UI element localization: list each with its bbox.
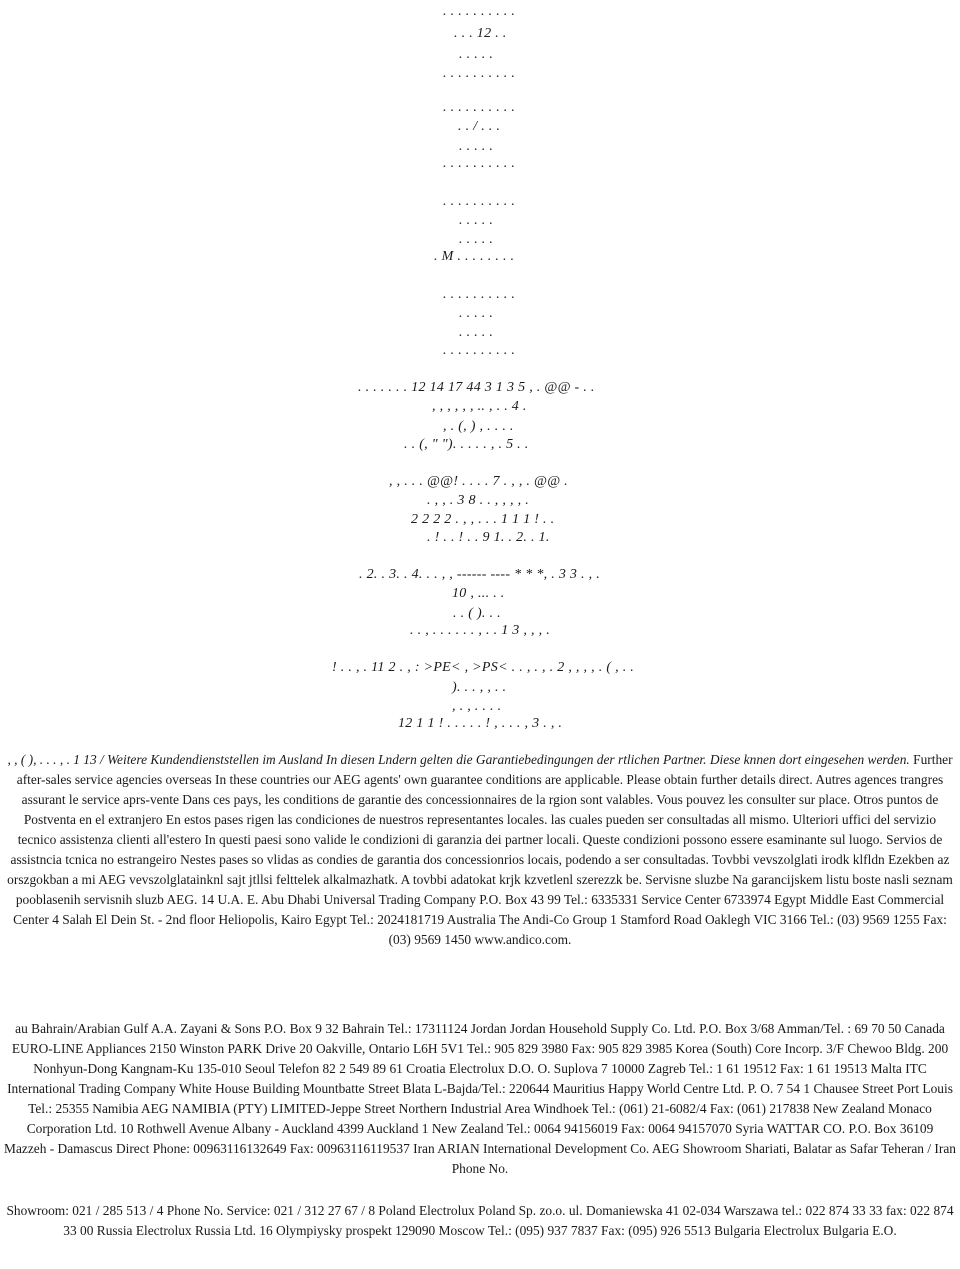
fragment-line: . . . . .: [459, 139, 494, 154]
fragment-line: . 2. . 3. . 4. . . , , ------ ---- * * *, . 3 3 . , .: [359, 567, 601, 582]
fragment-line: , . , . . . .: [452, 699, 502, 714]
fragment-line: ! . . , . 11 2 . , : >PE< , >PS< . . , . , . 2 , , , , . ( , . .: [332, 660, 635, 675]
fragment-line: . . ( ). . .: [453, 606, 501, 621]
fragment-line: 10 , ... . .: [452, 586, 505, 601]
fragment-line: ). . . , , . .: [452, 680, 507, 695]
fragment-line: . , , . 3 8 . . , , , , .: [427, 493, 529, 508]
fragment-line: . . . . .: [459, 232, 494, 247]
showroom-paragraph: [4, 1201, 956, 1241]
fragment-line: . . . . . . . . . .: [443, 100, 516, 115]
contacts-paragraph: [4, 1019, 956, 1179]
fragment-line: , , . . . @@! . . . . 7 . , , . @@ .: [389, 474, 568, 489]
multilingual-text: Further after-sales service agencies overseas In these countries our AEG agents' own guarantee conditions are applicable. Please obtain further details direct. Autres agences trangres assurant le service aprs-vente Dans ces pays, les conditions de garantie des concessionnaires de la rgion sont valables. Vous pouvez les consulter sur place. Otros puntos de Postventa en el extranjero En estos pases rigen las condiciones de nuestros representantes locales. las cuales pueden ser consultadas all mismo. Ulteriori uffici del servizio tecnico assistenza clienti all'estero In questi paesi sono valide le condizioni di garanzia dei partner locali. Queste condizioni possono essere esaminante sul luogo. Servios de assistncia tcnica no estrangeiro Nestes pases so vlidas as condies de garantia dos concessionrios locais, podendo a ser consultadas. Tovbbi vevszolglati irodk klfldn Ezekben az orszgokban a mi AEG vevszolglatainknl sajt jtllsi felttelek alkalmazhatk. A tovbbi adatokat krjk kzvetlenl szerezzk be. Servisne sluzbe Na garancijskem listu boste nasli seznam pooblasenih servisnih sluzb AEG. 14 U.A. E. Abu Dhabi Universal Trading Company P.O. Box 43 99 Tel.: 6335331 Service Center 6733974 Egypt Middle East Commercial Center 4 Salah El Dein St. - 2nd floor Heliopolis, Kairo Egypt Tel.: 2024181719 Australia The Andi-Co Group 1 Stamford Road Oaklegh VIC 3166 Tel.: (03) 9569 1255 Fax: (03) 9569 1450 www.andico.com.: [7, 752, 953, 947]
fragment-line: , , , , , , .. , . . 4 .: [432, 399, 527, 414]
fragment-line: . . . . . . . 12 14 17 44 3 1 3 5 , . @@ - . .: [358, 380, 595, 395]
fragment-line: . . . . . . . . . .: [443, 66, 516, 81]
showroom-text: Showroom: 021 / 285 513 / 4 Phone No. Service: 021 / 312 27 67 / 8 Poland Electrolux Poland Sp. zo.o. ul. Domaniewska 41 02-034 Warszawa tel.: 022 874 33 33 fax: 022 874 33 00 Russia Electrolux Russia Ltd. 16 Olympiysky prospekt 129090 Moscow Tel.: (095) 937 7837 Fax: (095) 926 5513 Bulgaria Electrolux Bulgaria E.O.: [6, 1203, 954, 1238]
fragment-line: . M . . . . . . . .: [434, 249, 515, 264]
fragment-line: 12 1 1 ! . . . . . ! , . . . , 3 . , .: [398, 716, 563, 731]
fragment-line: . . . . . . . . . .: [443, 4, 516, 19]
service-agencies-paragraph: [4, 750, 956, 950]
fragment-line: . . . . .: [459, 47, 494, 62]
fragment-line: . . / . . .: [458, 119, 501, 134]
fragment-line: . . . . . . . . . .: [443, 287, 516, 302]
fragment-line: . . , . . . . . . , . . 1 3 , , , .: [410, 623, 550, 638]
fragment-line: . . . . .: [459, 325, 494, 340]
fragment-line: . . . . .: [459, 213, 494, 228]
fragment-line: . . . . . . . . . .: [443, 156, 516, 171]
fragment-line: 2 2 2 2 . , , . . . 1 1 1 ! . .: [411, 512, 555, 527]
fragment-line: . . (, " "). . . . . , . 5 . .: [404, 437, 529, 452]
fragment-line: . . . . .: [459, 306, 494, 321]
german-intro-text: , , ( ), . . . , . 1 13 / Weitere Kundendienststellen im Ausland In diesen Lndern gelten die Garantiebedingungen der rtlichen Partner. Diese knnen dort eingesehen werden.: [7, 752, 910, 767]
fragment-line: . . . . . . . . . .: [443, 343, 516, 358]
contacts-text: au Bahrain/Arabian Gulf A.A. Zayani & Sons P.O. Box 9 32 Bahrain Tel.: 17311124 Jordan Jordan Household Supply Co. Ltd. P.O. Box 3/68 Amman/Tel. : 69 70 50 Canada EURO-LINE Appliances 2150 Winston PARK Drive 20 Oakville, Ontario L6H 5V1 Tel.: 905 829 3980 Fax: 905 829 3985 Korea (South) Core Incorp. 3/F Chewoo Bldg. 200 Nonhyun-Dong Kangnam-Ku 135-010 Seoul Telefon 82 2 549 89 61 Croatia Electrolux D.O. O. Suplova 7 10000 Zagreb Tel.: 1 61 19512 Fax: 1 61 19513 Malta ITC International Trading Company White House Building Mountbatte Street Blata L-Bajda/Tel.: 220644 Mauritius Happy World Centre Ltd. P. O. 7 54 1 Chausee Street Port Louis Tel.: 25355 Namibia AEG NAMIBIA (PTY) LIMITED-Jeppe Street Northern Industrial Area Windhoek Tel.: (061) 21-6082/4 Fax: (061) 217838 New Zealand Monaco Corporation Ltd. 10 Rothwell Avenue Albany - Auckland 4399 Auckland 1 New Zealand Tel.: 0064 94156019 Fax: 0064 94157070 Syria WATTAR CO. P.O. Box 36109 Mazzeh - Damascus Direct Phone: 00963116132649 Fax: 00963116119537 Iran ARIAN International Development Co. AEG Showroom Shariati, Balatar as Safar Teheran / Iran Phone No.: [4, 1021, 956, 1176]
fragment-line: . . . 12 . .: [454, 26, 507, 41]
fragment-line: . ! . . ! . . 9 1. . 2. . 1.: [427, 530, 550, 545]
fragment-line: , . (, ) , . . . .: [443, 419, 514, 434]
fragment-line: . . . . . . . . . .: [443, 194, 516, 209]
